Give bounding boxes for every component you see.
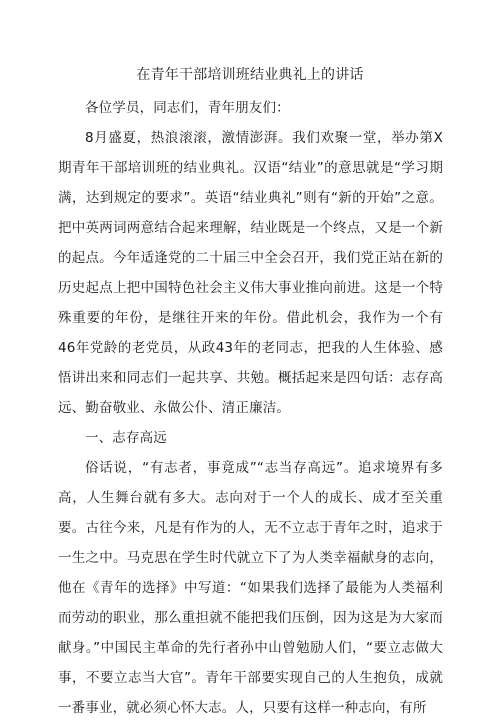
document-body [58,93,443,723]
document-title: 在青年干部培训班结业典礼上的讲话 [136,67,364,83]
section-heading: 一、志存高远 [85,430,167,446]
greeting-paragraph: 各位学员，同志们，青年朋友们： [85,100,290,116]
opening-paragraph: 8月盛夏，热浪滚滚，激情澎湃。我们欢聚一堂，举办第X期青年干部培训班的结业典礼。汉语“结业”的意思就是“学习期满，达到规定的要求”。英语“结业典礼”则有“新的开始”之意。把中英两词两意结合起来理解，结业既是一个终点，又是一个新的起点。今年适逢党的二十届三中全会召开，我们党正站在新的历史起点上把中国特色社会主义伟大事业推向前进。这是一个特殊重要的年份，是继往开来的年份。借此机会，我作为一个有46年党龄的老党员，从政43年的老同志，把我的人生体验、感悟讲出来和同志们一起共享、共勉。概括起来是四句话：志存高远、勤奋敬业、永做公仆、清正廉洁。 [58,130,443,416]
section-paragraph: 俗话说，“有志者，事竟成”“志当存高远”。追求境界有多高，人生舞台就有多大。志向对于一个人的成长、成才至关重要。古往今来，凡是有作为的人，无不立志于青年之时，追求于一生之中。马克思在学生时代就立下了为人类幸福献身的志向，他在《青年的选择》中写道：“如果我们选择了最能为人类福利而劳动的职业，那么重担就不能把我们压倒，因为这是为大家而献身。”中国民主革命的先行者孙中山曾勉励人们，“要立志做大事，不要立志当大官”。青年干部要实现自己的人生抱负，成就一番事业，就必须心怀大志。人，只要有这样一种志向，有所 [58,460,443,716]
